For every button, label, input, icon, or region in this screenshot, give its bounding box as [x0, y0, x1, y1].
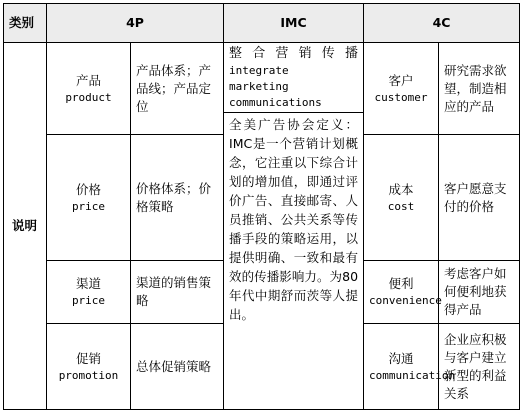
c-item-en: convenience [369, 294, 442, 307]
c-item-cn: 沟通 [388, 350, 414, 366]
p-item-name [47, 43, 131, 135]
comparison-table [3, 3, 520, 410]
imc-title: 整合营销传播 [229, 46, 359, 61]
p-item-name [47, 135, 131, 261]
header-4p: 4P [47, 4, 224, 43]
c-item-en: cost [387, 199, 415, 213]
header-category: 类别 [4, 4, 47, 43]
p-item-en: price [71, 294, 106, 307]
header-4c: 4C [364, 4, 520, 43]
p-item-cn: 渠道 [75, 276, 101, 291]
header-row [4, 4, 520, 43]
p-item-desc: 产品体系；产品线；产品定位 [131, 43, 224, 135]
p-item-cn: 促销 [75, 350, 101, 366]
c-item-desc: 客户愿意支付的价格 [439, 135, 520, 261]
p-item-en: price [71, 199, 106, 213]
c-item-desc: 考虑客户如何便利地获得产品 [439, 261, 520, 324]
c-item-cn: 成本 [388, 181, 414, 197]
p-item-name [47, 324, 131, 410]
imc-en-line: integrate [229, 64, 289, 77]
c-item-cn: 便利 [388, 276, 414, 291]
c-item-name [364, 43, 439, 135]
p-item-desc: 渠道的销售策略 [131, 261, 224, 324]
row-label-explanation: 说明 [4, 43, 47, 410]
c-item-en: communication [369, 368, 456, 382]
p-item-en: promotion [58, 368, 119, 382]
c-item-name [364, 324, 456, 410]
header-imc: IMC [224, 4, 364, 43]
imc-en-line: communications [229, 96, 322, 109]
imc-definition: 全美广告协会定义：IMC是一个营销计划概念，它注重以下综合计划的增加值，即通过评价广告、直接邮寄、人员推销、公共关系等传播手段的策略运用，以提供明确、一致和最有效的传播影响力。为80年代中期舒而茨等人提出。 [224, 112, 363, 324]
table-row [4, 43, 520, 135]
p-item-en: product [65, 90, 112, 104]
p-item-cn: 产品 [75, 72, 101, 88]
c-item-name [364, 135, 439, 261]
p-item-name [47, 261, 131, 324]
p-item-cn: 价格 [75, 181, 101, 197]
c-item-desc: 研究需求欲望，制造相应的产品 [439, 43, 520, 135]
c-item-name [364, 261, 442, 324]
imc-en-line: marketing [229, 80, 289, 93]
c-item-en: customer [374, 90, 428, 104]
p-item-desc: 价格体系；价格策略 [131, 135, 224, 261]
c-item-desc: 企业应积极与客户建立新型的利益关系 [439, 324, 520, 410]
c-item-cn: 客户 [388, 72, 414, 88]
p-item-desc: 总体促销策略 [131, 324, 224, 410]
imc-cell [224, 43, 364, 410]
